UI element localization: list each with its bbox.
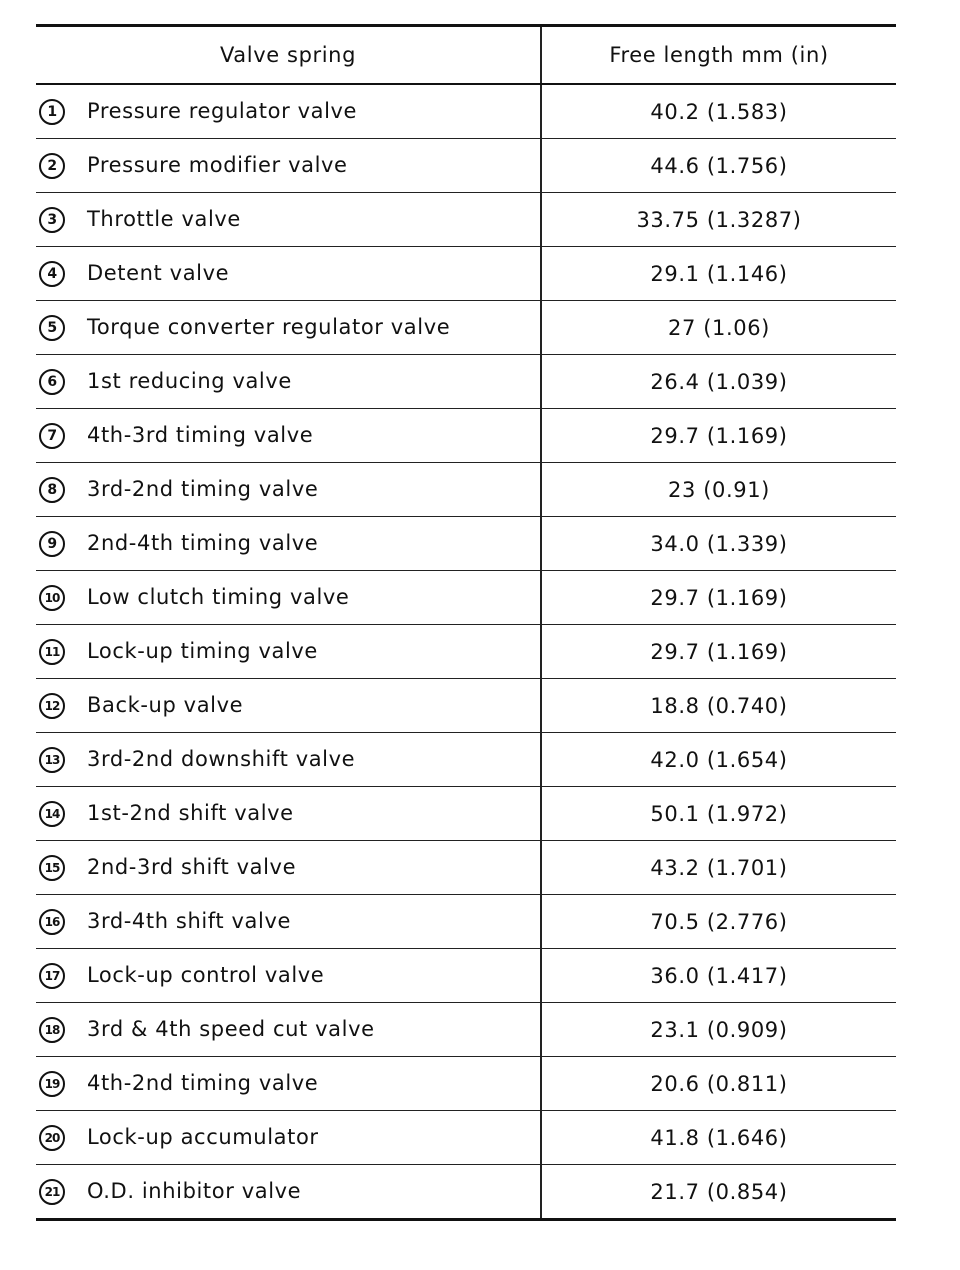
valve-name-cell [36,1165,541,1220]
item-number-badge: 16 [39,909,65,935]
item-number-badge: 3 [39,207,65,233]
item-number-badge: 10 [39,585,65,611]
valve-name: 3rd-4th shift valve [87,908,292,933]
table-row [36,841,896,895]
valve-name: 2nd-4th timing valve [87,530,319,555]
free-length-value: 44.6 (1.756) [541,139,896,193]
free-length-value: 42.0 (1.654) [541,733,896,787]
valve-name-cell [36,247,541,301]
table-row [36,949,896,1003]
free-length-value: 29.7 (1.169) [541,625,896,679]
valve-name-cell [36,841,541,895]
valve-name-cell [36,1111,541,1165]
valve-name: Pressure regulator valve [87,98,358,123]
header-valve-spring: Valve spring [36,26,541,85]
valve-name-cell [36,571,541,625]
free-length-value: 29.1 (1.146) [541,247,896,301]
valve-name-cell [36,409,541,463]
valve-name-cell [36,625,541,679]
table-row [36,679,896,733]
free-length-value: 26.4 (1.039) [541,355,896,409]
item-number-badge: 7 [39,423,65,449]
free-length-value: 33.75 (1.3287) [541,193,896,247]
free-length-value: 27 (1.06) [541,301,896,355]
table-row [36,247,896,301]
table-header-row [36,26,896,85]
table-row [36,1165,896,1220]
table-row [36,1111,896,1165]
item-number-badge: 6 [39,369,65,395]
valve-name: 1st reducing valve [87,368,292,393]
table-row [36,895,896,949]
free-length-value: 50.1 (1.972) [541,787,896,841]
table-row [36,409,896,463]
table-row [36,625,896,679]
table-row [36,301,896,355]
table-body [36,84,896,1220]
item-number-badge: 11 [39,639,65,665]
table-row [36,787,896,841]
table-row [36,463,896,517]
valve-name: 4th-2nd timing valve [87,1070,319,1095]
valve-name: Lock-up timing valve [87,638,318,663]
free-length-value: 36.0 (1.417) [541,949,896,1003]
table-row [36,1057,896,1111]
valve-name-cell [36,139,541,193]
free-length-value: 29.7 (1.169) [541,571,896,625]
free-length-value: 23 (0.91) [541,463,896,517]
item-number-badge: 17 [39,963,65,989]
valve-name-cell [36,733,541,787]
table-row [36,571,896,625]
free-length-value: 21.7 (0.854) [541,1165,896,1220]
header-free-length: Free length mm (in) [541,26,896,85]
valve-name: 4th-3rd timing valve [87,422,314,447]
valve-spring-table [36,24,896,1221]
item-number-badge: 2 [39,153,65,179]
item-number-badge: 12 [39,693,65,719]
valve-name-cell [36,949,541,1003]
valve-name: Low clutch timing valve [87,584,350,609]
valve-name: Detent valve [87,260,230,285]
item-number-badge: 8 [39,477,65,503]
free-length-value: 40.2 (1.583) [541,84,896,139]
valve-name: Lock-up control valve [87,962,325,987]
free-length-value: 29.7 (1.169) [541,409,896,463]
free-length-value: 41.8 (1.646) [541,1111,896,1165]
table-row [36,139,896,193]
valve-name: Lock-up accumulator [87,1124,319,1149]
valve-name-cell [36,301,541,355]
valve-name: 3rd-2nd downshift valve [87,746,356,771]
valve-name: Back-up valve [87,692,244,717]
valve-name-cell [36,463,541,517]
valve-name: Pressure modifier valve [87,152,348,177]
table-row [36,84,896,139]
free-length-value: 23.1 (0.909) [541,1003,896,1057]
valve-name: 1st-2nd shift valve [87,800,294,825]
item-number-badge: 20 [39,1125,65,1151]
valve-name-cell [36,84,541,139]
valve-name-cell [36,193,541,247]
free-length-value: 18.8 (0.740) [541,679,896,733]
item-number-badge: 14 [39,801,65,827]
item-number-badge: 19 [39,1071,65,1097]
item-number-badge: 15 [39,855,65,881]
item-number-badge: 1 [39,99,65,125]
free-length-value: 34.0 (1.339) [541,517,896,571]
valve-name-cell [36,1003,541,1057]
valve-name: Torque converter regulator valve [87,314,451,339]
valve-name: Throttle valve [87,206,241,231]
table-row [36,733,896,787]
valve-name-cell [36,355,541,409]
item-number-badge: 18 [39,1017,65,1043]
valve-name: 3rd-2nd timing valve [87,476,319,501]
table-row [36,355,896,409]
item-number-badge: 21 [39,1179,65,1205]
item-number-badge: 4 [39,261,65,287]
free-length-value: 20.6 (0.811) [541,1057,896,1111]
item-number-badge: 9 [39,531,65,557]
valve-name-cell [36,787,541,841]
table-row [36,1003,896,1057]
valve-name-cell [36,895,541,949]
item-number-badge: 13 [39,747,65,773]
valve-name-cell [36,1057,541,1111]
valve-name: O.D. inhibitor valve [87,1178,302,1203]
free-length-value: 43.2 (1.701) [541,841,896,895]
valve-name: 3rd & 4th speed cut valve [87,1016,375,1041]
free-length-value: 70.5 (2.776) [541,895,896,949]
valve-name: 2nd-3rd shift valve [87,854,297,879]
table-row [36,193,896,247]
item-number-badge: 5 [39,315,65,341]
valve-name-cell [36,517,541,571]
table-row [36,517,896,571]
valve-name-cell [36,679,541,733]
